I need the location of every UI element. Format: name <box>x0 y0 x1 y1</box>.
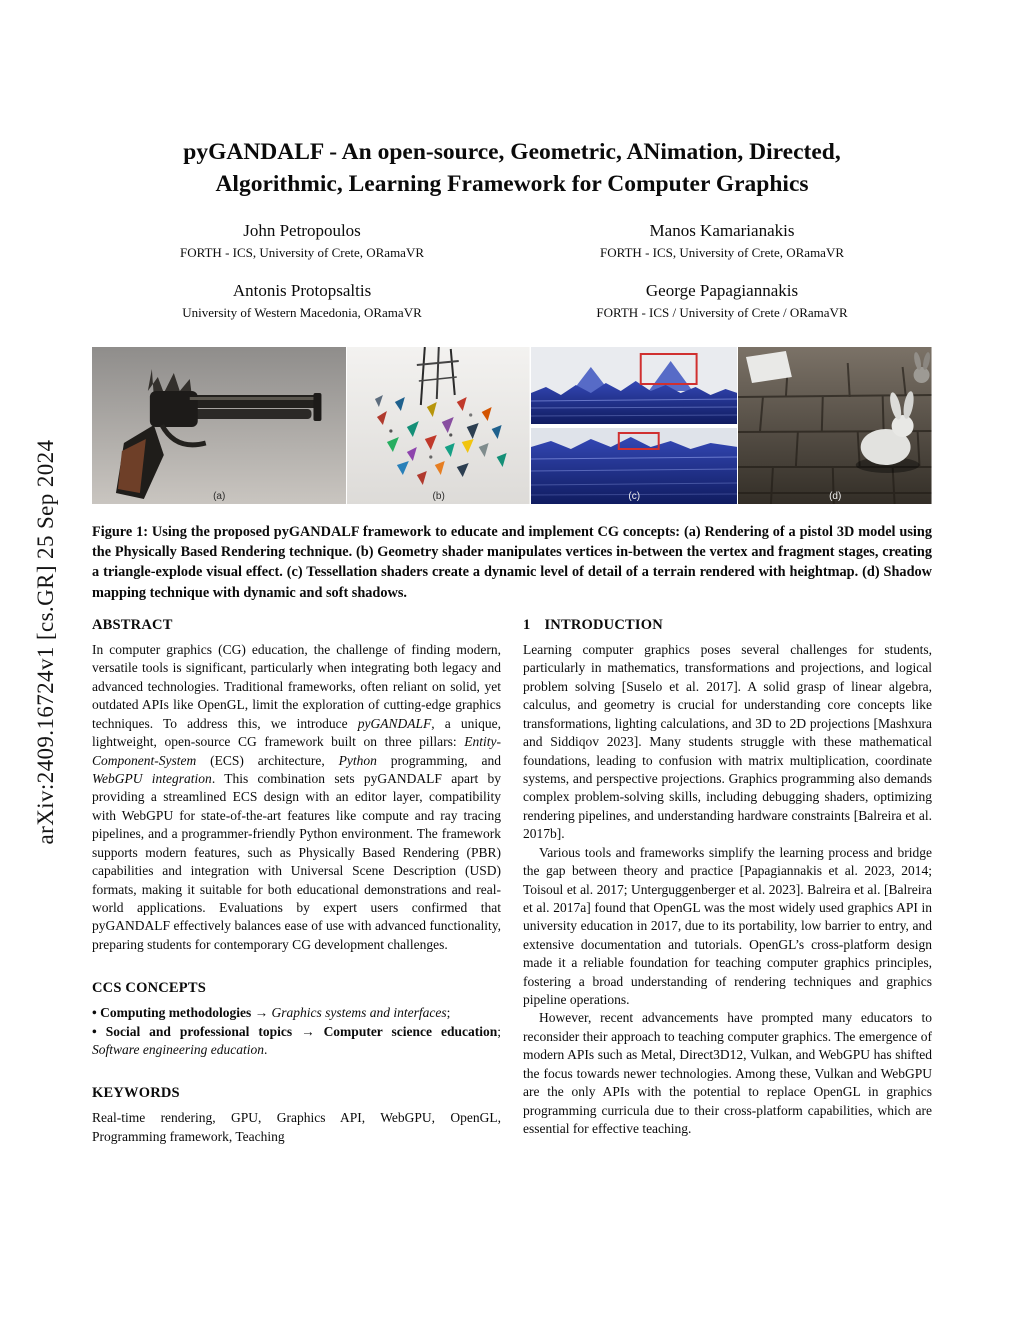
paper-content <box>92 0 932 1146</box>
introduction-heading <box>523 617 932 634</box>
author-affiliation: FORTH - ICS / University of Crete / ORamaVR <box>596 304 848 320</box>
author-block <box>512 221 932 261</box>
abstract-heading: ABSTRACT <box>92 617 173 634</box>
terrain-tessellation-image <box>531 347 738 504</box>
author-affiliation: FORTH - ICS, University of Crete, ORamaVR <box>179 244 425 260</box>
author-block <box>92 281 512 321</box>
abstract-segment-italic: Python <box>338 752 377 768</box>
figure-panel-label: (a) <box>213 490 226 502</box>
ccs-item <box>92 1004 501 1022</box>
author-affiliation: FORTH - ICS, University of Crete, ORamaVR <box>599 244 845 260</box>
ccs-arrow: → <box>292 1023 324 1039</box>
section-number: 1 <box>523 617 531 634</box>
paper-title-line2: Algorithmic, Learning Framework for Computer Graphics <box>215 171 809 198</box>
figure-caption: Figure 1: Using the proposed pyGANDALF framework to educate and implement CG concepts: (a) Rendering of a pistol 3D model using the Physically Based Rendering technique. (b) Geometry shader manipulates vertices in-between the vertex and fragment stages, creating a triangle-explode visual effect. (c) Tessellation shaders create a dynamic level of detail of a terrain rendered with heightmap. (d) Shadow mapping technique with dynamic and soft shadows. <box>92 523 932 601</box>
figure-panel-a <box>92 347 347 504</box>
figure-panel-label: (c) <box>628 490 641 502</box>
author-affiliation: University of Western Macedonia, ORamaVR <box>182 304 422 320</box>
intro-paragraph-2: Various tools and frameworks simplify the learning process and bridge the gap between theory and practice [Papagiannakis et al. 2023, 2014; Toisoul et al. 2017; Unterguggenberger et al. 2023]. Balreira et al. [Balreira et al. 2017a] found that OpenGL was the most widely used graphics API in university education in 2017, due to its portability, low barrier to entry, and extensive documentation and tutorials. OpenGL’s cross-platform design made it a reliable foundation for teaching computer graphics principles, fostering a broad understanding of rendering techniques and graphics pipeline operations. <box>523 844 932 1008</box>
keywords-heading: KEYWORDS <box>92 1085 180 1102</box>
ccs-punct: ; <box>446 1005 451 1021</box>
figure-panel-label: (b) <box>432 490 445 502</box>
figure-panel-b <box>347 347 531 504</box>
ccs-concept-bold: • Social and professional topics <box>92 1023 293 1039</box>
abstract-segment: . This combination sets pyGANDALF apart by providing a streamlined ECS design with an editor layer, compatibility with WebGPU for state-of-the-art features like compute and ray tracing pipelines, and a programmer-friendly Python environment. The framework supports modern features, such as Physically Based Rendering (PBR) capabilities and integration with Universal Scene Description (USD) formats, making it suitable for both educational demonstrations and real-world applications. Evaluations by expert users confirmed that pyGANDALF effectively balances ease of use with advanced functionality, preparing students for contemporary CG development challenges. <box>92 770 501 952</box>
ccs-concept-bold: • Computing methodologies <box>92 1005 252 1021</box>
author-name: Antonis Protopsaltis <box>232 280 372 300</box>
figure-panel-label: (d) <box>829 490 842 502</box>
ccs-punct: ; <box>497 1023 501 1039</box>
triangle-explode-image <box>347 347 530 504</box>
shadow-mapping-image <box>738 347 932 504</box>
paper-title <box>92 136 932 201</box>
pistol-render-image <box>92 347 346 504</box>
keywords-text: Real-time rendering, GPU, Graphics API, WebGPU, OpenGL, Programming framework, Teaching <box>92 1110 501 1144</box>
arxiv-label: arXiv:2409.16724v1 [cs.GR] 25 Sep 2024 <box>33 439 58 845</box>
author-name: Manos Kamarianakis <box>649 220 795 240</box>
figure-1 <box>92 347 932 504</box>
right-column <box>523 617 932 1146</box>
paper-title-line1: pyGANDALF - An open-source, Geometric, ANimation, Directed, <box>183 139 841 165</box>
author-block <box>92 221 512 261</box>
abstract-segment-italic: WebGPU integration <box>92 770 212 786</box>
two-column-body <box>92 617 932 1146</box>
author-block <box>512 281 932 321</box>
ccs-item <box>92 1024 501 1057</box>
section-title: INTRODUCTION <box>544 617 663 634</box>
authors-grid <box>92 221 932 321</box>
abstract-text <box>92 641 501 954</box>
ccs-concept-bold: Computer science education <box>323 1023 498 1039</box>
arxiv-watermark <box>33 440 59 845</box>
abstract-segment: In computer graphics (CG) education, the challenge of finding modern, versatile tools is significant, particularly when integrating both legacy and advanced technologies. Traditional frameworks, often reliant on solid, yet outdated APIs like OpenGL, limit the exploration of cutting-edge graphics techniques. To address this, we introduce <box>92 642 501 731</box>
ccs-concept-italic: Software engineering education <box>92 1042 264 1058</box>
author-name: John Petropoulos <box>243 220 361 240</box>
ccs-arrow: → <box>251 1005 272 1021</box>
abstract-segment: (ECS) architecture, <box>196 752 339 768</box>
ccs-punct: . <box>263 1042 268 1058</box>
abstract-segment-italic: pyGANDALF <box>357 715 432 731</box>
abstract-segment-italic: Entity-Component-System <box>92 734 501 768</box>
author-name: George Papagiannakis <box>645 280 799 300</box>
figure-panel-d <box>738 347 932 504</box>
left-column <box>92 617 501 1146</box>
ccs-text <box>92 1004 501 1059</box>
figure-panel-c <box>531 347 739 504</box>
intro-paragraph-1: Learning computer graphics poses several challenges for students, particularly in mathematics, transformations and projections, and logical problem solving [Suselo et al. 2017]. A solid grasp of linear algebra, calculus, and geometry is crucial for understanding core concepts like transformations, lighting calculations, and 3D to 2D projections [Mashxura and Siddiqov 2023]. Many students struggle with these mathematical foundations, leading to confusion with matrix multiplication, coordinate systems, and perspective projections. Graphics programming also demands complex problem-solving skills, including debugging shaders, optimizing rendering pipelines, and understanding hardware constraints [Balreira et al. 2017b]. <box>523 642 932 842</box>
abstract-segment: , a unique, lightweight, open-source CG framework built on three pillars: <box>92 715 501 750</box>
intro-paragraph-3: However, recent advancements have prompted many educators to reconsider their approach to teaching computer graphics. The emergence of modern APIs such as Metal, Direct3D12, Vulkan, and WebGPU has shifted the focus towards newer technologies. Among these, Vulkan and WebGPU are the only APIs with the potential to replace OpenGL in graphics programming curricula due to their cross-platform capabilities, which are essential for effective teaching. <box>523 1010 932 1136</box>
ccs-concept-italic: Graphics systems and interfaces <box>271 1005 447 1021</box>
abstract-segment: programming, and <box>376 752 502 768</box>
ccs-heading: CCS CONCEPTS <box>92 980 206 997</box>
